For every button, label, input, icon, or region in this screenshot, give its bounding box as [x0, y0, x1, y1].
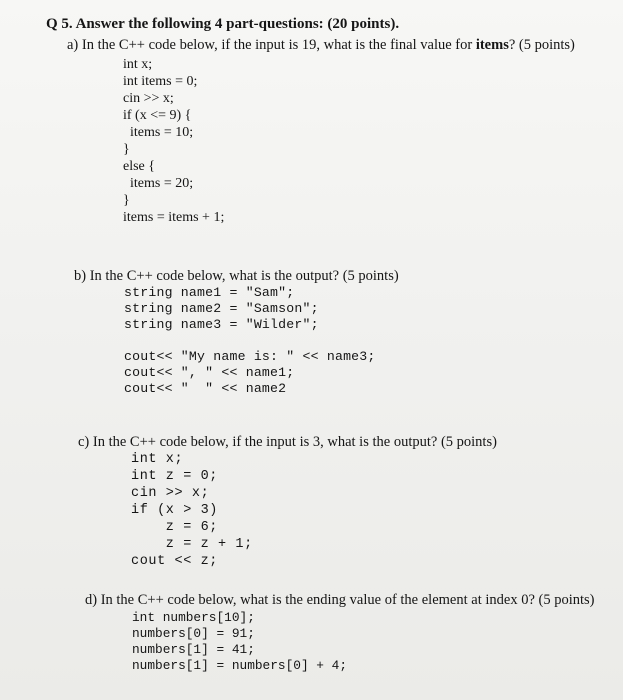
code-line: cout<< ", " << name1;	[124, 365, 295, 380]
code-line: if (x > 3)	[131, 503, 219, 518]
code-line: cin >> x;	[123, 91, 174, 106]
code-line: numbers[1] = 41;	[132, 642, 255, 657]
code-line: z = 6;	[131, 520, 219, 535]
code-line: numbers[1] = numbers[0] + 4;	[132, 658, 348, 673]
code-line: z = z + 1;	[131, 537, 253, 552]
code-line: int numbers[10];	[132, 610, 255, 625]
code-line: if (x <= 9) {	[123, 108, 192, 123]
part-a-prompt-suffix: ? (5 points)	[508, 37, 575, 53]
part-a-prompt-bold: items	[475, 37, 509, 53]
code-line: items = 10;	[123, 125, 194, 140]
part-a-prompt-prefix: a) In the C++ code below, if the input is 19, what is the final value for	[67, 37, 476, 53]
code-line: items = items + 1;	[123, 210, 225, 225]
code-line: }	[123, 193, 130, 208]
code-line: numbers[0] = 91;	[132, 626, 255, 641]
code-line: int x;	[131, 452, 184, 467]
code-line: string name1 = "Sam";	[124, 285, 295, 300]
code-line: else {	[123, 159, 155, 174]
part-b-prompt: b) In the C++ code below, what is the output? (5 points)	[74, 268, 399, 284]
code-line: cin >> x;	[131, 486, 210, 501]
part-a-prompt	[67, 37, 575, 54]
code-line: items = 20;	[123, 176, 194, 191]
code-line: cout << z;	[131, 554, 219, 569]
code-line: int x;	[123, 57, 153, 72]
code-line: string name3 = "Wilder";	[124, 317, 319, 332]
code-line: }	[123, 142, 130, 157]
code-line: string name2 = "Samson";	[124, 301, 319, 316]
code-line: int items = 0;	[123, 74, 198, 89]
code-line: int z = 0;	[131, 469, 219, 484]
code-line: cout<< "My name is: " << name3;	[124, 349, 376, 364]
part-c-prompt: c) In the C++ code below, if the input is 3, what is the output? (5 points)	[78, 434, 497, 450]
code-line: cout<< " " << name2	[124, 381, 287, 396]
part-d-prompt: d) In the C++ code below, what is the ending value of the element at index 0? (5 points)	[85, 592, 595, 608]
question-title: Q 5. Answer the following 4 part-questions: (20 points).	[46, 16, 400, 32]
